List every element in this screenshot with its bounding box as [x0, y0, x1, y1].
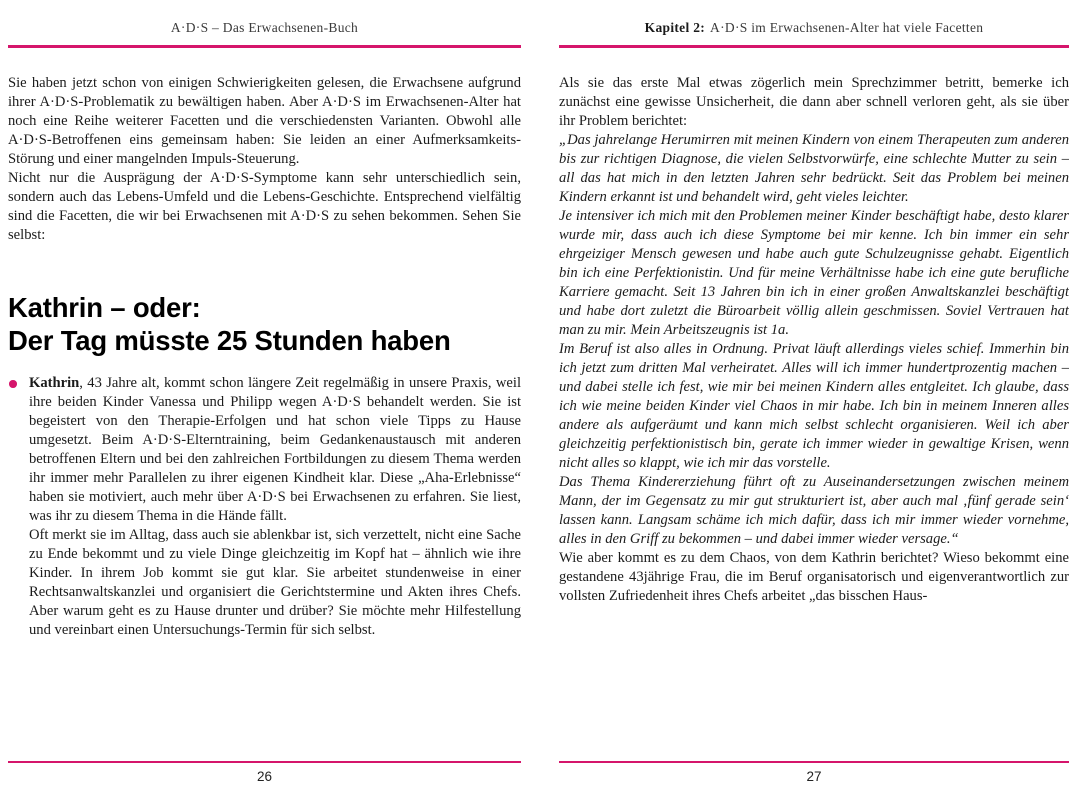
quote-paragraph-1: „Das jahrelange Herumirren mit meinen Kindern von einem Therapeuten zum anderen bis zur richtigen Diagnose, die vielen Selbstvorwürfe, eine schlechte Mutter zu sein – all das hat mich in den letzten Jahren sehr bedrückt. Seit das Problem bei meinen Kindern erkannt ist und behandelt wird, geht vieles leichter. — [559, 132, 1069, 205]
section-heading-line-1: Kathrin – oder: — [8, 292, 201, 323]
chapter-title: A·D·S im Erwachsenen-Alter hat viele Facetten — [710, 20, 984, 35]
case-lead-name: Kathrin — [29, 375, 80, 391]
intro-paragraph-1: Sie haben jetzt schon von einigen Schwierigkeiten gelesen, die Erwachsene aufgrund ihrer A·D·S-Problematik zu bewältigen haben. Aber A·D·S im Erwachsenen-Alter hat noch eine Reihe weiterer Facetten und die verschiedensten Varianten. Obwohl alle A·D·S-Betroffenen eins gemeinsam haben: Sie leiden an einer Aufmerksamkeits-Störung und einer mangelnden Impuls-Steuerung. — [8, 75, 521, 167]
case-paragraph-1-text: , 43 Jahre alt, kommt schon längere Zeit regelmäßig in unsere Praxis, weil ihre beiden Kinder Vanessa und Philipp wegen A·D·S behandelt werden. Sie ist begeistert von den Therapie-Erfolgen und hat schon viele Tipps zu Hause umgesetzt. Beim A·D·S-Elterntraining, beim Gedankenaustausch mit anderen betroffenen Eltern und bei den zahlreichen Fortbildungen zu diesem Thema werden ihr immer mehr Parallelen zu ihrer eigenen Kindheit klar. Diese „Aha-Erlebnisse“ haben sie motiviert, auch mehr über A·D·S bei Erwachsenen zu erfahren. Sie liest, was ihr zu diesem Thema in die Hände fällt. — [29, 375, 521, 524]
footer-rule-right — [559, 761, 1069, 764]
narrative-paragraph: Als sie das erste Mal etwas zögerlich mein Sprechzimmer betritt, bemerke ich zunächst eine gewisse Unsicherheit, die dann aber schnell verloren geht, als sie über ihr Problem berichtet: — [559, 75, 1069, 129]
intro-paragraph-2: Nicht nur die Ausprägung der A·D·S-Symptome kann sehr unterschiedlich sein, sondern auch das Lebens-Umfeld und die Lebens-Geschichte. Entsprechend vielfältig sind die Facetten, die wir bei Erwachsenen mit A·D·S zu sehen bekommen. Sehen Sie selbst: — [8, 170, 521, 243]
quote-paragraph-2: Je intensiver ich mich mit den Problemen meiner Kinder beschäftigt habe, desto klarer wurde mir, dass auch ich diese Symptome bei mir kenne. Ich bin immer ein sehr ehrgeiziger Mensch gewesen und habe auch gute Schulzeugnisse gehabt. Eigentlich bin ich eine Perfektionistin. Und für meine Verhältnisse habe ich eine gute berufliche Karriere gemacht. Seit 13 Jahren bin ich in einer großen Anwaltskanzlei beschäftigt und habe dort zuletzt die Büroarbeit völlig allein geschmissen. Soviel Vertrauen hat man zu mir. Mein Arbeitszeugnis ist 1a. — [559, 208, 1069, 338]
quote-paragraph-4: Das Thema Kindererziehung führt oft zu Auseinandersetzungen zwischen meinem Mann, der im Gegensatz zu mir gut strukturiert ist, aber auch mal ‚fünf gerade sein‘ lassen kann. Langsam schäme ich mich dafür, dass ich mir immer wieder vornehme, alles in den Griff zu bekommen – und dabei immer wieder versage.“ — [559, 474, 1069, 547]
page-body-right — [559, 48, 1069, 761]
page-body-left — [8, 48, 521, 761]
page-header-right — [559, 12, 1069, 48]
section-heading — [8, 291, 521, 357]
page-footer-right — [559, 761, 1069, 785]
case-paragraph-1 — [29, 374, 521, 526]
page-header-left — [8, 12, 521, 48]
section-heading-line-2: Der Tag müsste 25 Stunden haben — [8, 325, 451, 356]
case-study-block — [8, 374, 521, 640]
closing-paragraph: Wie aber kommt es zu dem Chaos, von dem Kathrin berichtet? Wieso bekommt eine gestandene 43jährige Frau, die im Beruf organisatorisch und eigenverantwortlich zur vollsten Zufriedenheit ihres Chefs arbeitet „das bisschen Haus- — [559, 550, 1069, 604]
bullet-icon — [9, 380, 17, 388]
footer-rule-left — [8, 761, 521, 764]
chapter-label: Kapitel 2: — [644, 20, 706, 35]
page-number-left: 26 — [256, 769, 273, 784]
page-right — [537, 0, 1075, 792]
running-head-right — [559, 20, 1069, 36]
running-head-left: A·D·S – Das Erwachsenen-Buch — [170, 20, 359, 35]
page-number-right: 27 — [806, 769, 822, 784]
page-footer-left — [8, 761, 521, 785]
quote-paragraph-3: Im Beruf ist also alles in Ordnung. Privat läuft allerdings vieles schief. Immerhin bin ich jetzt zum dritten Mal verheiratet. Alles will ich immer hundertprozentig machen – und dabei stelle ich fest, wie mir bei meinen Kindern alles entgleitet. Ich glaube, dass ich wie meine beiden Kinder viel Chaos in mir habe. Ich bin in meinem Inneren alles andere als aufgeräumt und kann mich selbst schlecht organisieren. Weil ich aber gleichzeitig perfektionistisch bin, gerate ich immer wieder in gewaltige Krisen, wenn nicht alles so klappt, wie ich mir das vorstelle. — [559, 341, 1069, 471]
case-paragraph-2: Oft merkt sie im Alltag, dass auch sie ablenkbar ist, sich verzettelt, nicht eine Sache zu Ende bekommt und zu viele Dinge gleichzeitig im Kopf hat – ähnlich wie ihre Kinder. In ihrem Job kommt sie gut klar. Sie arbeitet stundenweise in einer Rechtsanwaltskanzlei und organisiert die Gerichtstermine und Akten ihres Chefs. Aber warum geht es zu Hause drunter und drüber? Sie möchte mehr Hilfestellung und vereinbart einen Untersuchungs-Termin für sich selbst. — [29, 527, 521, 638]
page-left — [0, 0, 537, 792]
